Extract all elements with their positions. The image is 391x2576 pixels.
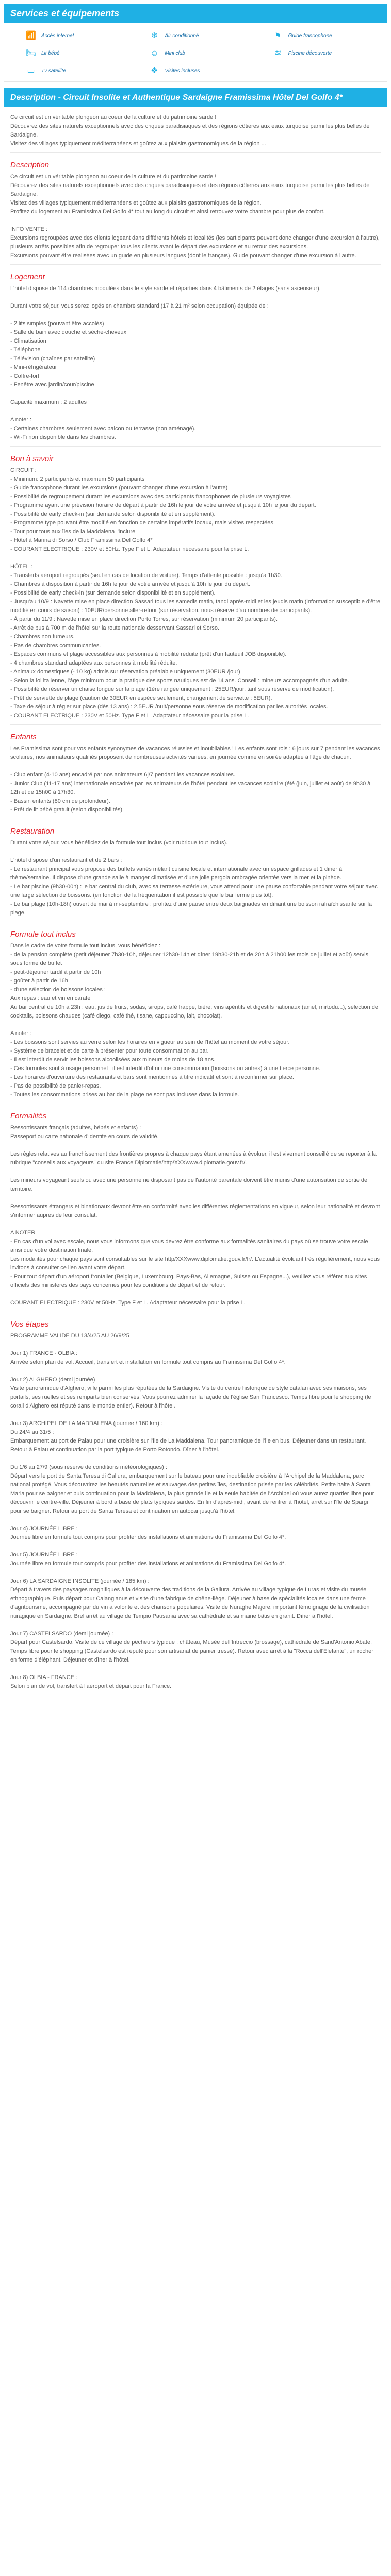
section-line: - Transferts aéroport regroupés (seul en cas de location de voiture). Temps d'attente possible : jusqu'à 1h30. [10, 572, 282, 579]
visits-icon: ❖ [151, 66, 158, 75]
service-item [257, 28, 381, 43]
section-title: Restauration [10, 827, 55, 836]
section-line: A noter : [10, 417, 31, 423]
section-line: - Possibilité de early check-in (sur demande selon disponibilité et en supplément). [10, 511, 216, 517]
section-line: - Téléphone [10, 347, 41, 353]
section-line: Durant votre séjour, vous serez logés en chambre standard (17 à 21 m² selon occupation) équipée de : [10, 303, 269, 309]
section-title: Description [10, 161, 50, 170]
section-line: Excursions regroupées avec des clients logeant dans différents hôtels et localités (les participants peuvent donc changer d'une excursion à l'autre), plusieurs arrêts possibles afin de regrouper tous les clients avant le départ des excursions et au retour des excursions. [10, 235, 381, 250]
section-line: - Toutes les consommations prises au bar de la plage ne sont pas incluses dans la formule. [10, 1092, 239, 1098]
blank-line [10, 1341, 381, 1349]
blank-line [10, 1516, 381, 1524]
pool-icon: ≋ [274, 48, 282, 58]
service-item [134, 28, 257, 43]
service-item [134, 63, 257, 78]
kids-club-icon: ☺ [150, 48, 159, 58]
section-line: - Prêt de lit bébé gratuit (selon disponibilités). [10, 807, 124, 813]
section-line: Aux repas : eau et vin en carafe [10, 995, 91, 1002]
intro-line: Découvrez des sites naturels exceptionnels avec des criques paradisiaques et des régions côtières aux eaux turquoise parmi les plus belles de Sardaigne. [10, 123, 371, 138]
section-line: - Espaces communs et plage accessibles aux personnes à mobilité réduite (prêt d'un fauteuil JOB disponible). [10, 651, 287, 657]
services-banner: Services et équipements [4, 4, 387, 23]
section-line: - Animaux domestiques (- 10 kg) admis sur réservation préalable uniquement (30EUR /jour) [10, 669, 240, 675]
section-line: L'hôtel dispose d'un restaurant et de 2 bars : [10, 857, 122, 863]
section-line: Jour 1) FRANCE - OLBIA : [10, 1350, 78, 1357]
section-line: Capacité maximum : 2 adultes [10, 399, 87, 405]
section-body [10, 744, 381, 815]
section-body [10, 839, 381, 918]
blank-line [10, 407, 381, 416]
section-line: - Programme ayant une prévision horaire de départ à partir de 16h le jour de votre arrivée et jusqu'à 10h le jour du départ. [10, 502, 316, 509]
section-line: - Minimum: 2 participants et maximum 50 participants [10, 476, 145, 482]
section-line: Profitez du logement au Framissima Del Golfo 4* tout au long du circuit et ainsi retrouvez votre chambre pour plus de confort. [10, 209, 325, 215]
section-line: Départ pour Castelsardo. Visite de ce village de pêcheurs typique : château, Musée dell'Intreccio (brossage), cathédrale de Sand'Antonio Abate. Temps libre pour le shopping (Castelsardo est réputé pour son artisanat de panier tressé). Retour avec arrêt à la "Rocca dell'Elefante", un rocher en forme d'éléphant. Déjeuner et dîner à l'hôtel. [10, 1639, 375, 1663]
section-line: - Ces formules sont à usage personnel : il est interdit d'offrir une consommation (boissons ou autres) à une tierce personne. [10, 1065, 321, 1072]
section-line: - Pas de chambres communicantes. [10, 642, 101, 649]
section-line: Les modalités pour chaque pays sont consultables sur le site http/XXXwww.diplomatie.gouv.fr/fr/. L'actualité évoluant très régulièrement, nous vous invitons à consulter ce lien avant votre départ. [10, 1256, 382, 1271]
section-line: PROGRAMME VALIDE DU 13/4/25 AU 26/9/25 [10, 1333, 129, 1339]
section-line: Passeport ou carte nationale d'identité en cours de validité. [10, 1133, 159, 1140]
section-line: - Le bar plage (10h-18h) ouvert de mai à mi-septembre : profitez d'une pause entre deux baignades en dînant une boisson rafraîchissante sur la plage. [10, 901, 374, 916]
service-label: Guide francophone [288, 32, 332, 39]
section-line: - de la pension complète (petit déjeuner 7h30-10h, déjeuner 12h30-14h et dîner 19h30-21h et de 20h à 21h00 les mois de juillet et août) servis sous forme de buffet [10, 952, 370, 967]
section-line: - goûter à partir de 16h [10, 978, 68, 984]
baby-bed-icon: 🛏 [25, 48, 37, 58]
section-line: INFO VENTE : [10, 226, 48, 232]
section-line: HÔTEL : [10, 564, 32, 570]
service-item [10, 63, 134, 78]
intro-line: Visitez des villages typiquement méditerranéens et goûtez aux plaisirs gastronomiques de la région ... [10, 141, 266, 147]
service-label: Tv satellite [41, 67, 66, 74]
section-line: Les Framissima sont pour vos enfants synonymes de vacances réussies et inoubliables ! Les enfants sont rois : 6 jours sur 7 pendant les vacances scolaires, nos animateurs qualifiés proposent de nombreuses activités variées, en journée comme en soirée adaptée à l'âge de chacun. [10, 745, 382, 760]
wifi-icon: 📶 [26, 31, 36, 40]
section-line: Visite panoramique d'Alghero, ville parmi les plus réputées de la Sardaigne. Visite du centre historique de style catalan avec ses maisons, ses portails, ses ruelles et ses remparts bien conservés. Vous pourrez admirer la façade de l'église San Francesco. Temps libre pour le shopping (le corail d'Alghero est réputé dans le monde entier). Retour à l'hôtel. [10, 1385, 373, 1409]
snowflake-icon: ❄ [151, 31, 158, 40]
section-line: - Pas de possibilité de panier-repas. [10, 1083, 101, 1089]
section-line: Journée libre en formule tout compris pour profiter des installations et animations du Framissima Del Golfo 4*. [10, 1534, 286, 1540]
description-banner: Description - Circuit Insolite et Authentique Sardaigne Framissima Hôtel Del Golfo 4* [4, 88, 387, 107]
section-line: - Taxe de séjour à régler sur place (dès 13 ans) : 2,5EUR /nuit/personne sous réserve de modification par les autorités locales. [10, 704, 328, 710]
blank-line [10, 1454, 381, 1463]
section-line: - Wi-Fi non disponible dans les chambres. [10, 434, 116, 440]
section-line: Ressortissants français (adultes, bébés et enfants) : [10, 1125, 141, 1131]
section-line: Au bar central de 10h à 23h : eau, jus de fruits, sodas, sirops, café frappé, bière, vins apéritifs et digestifs nationaux (amel, mirtodu...), sélection de cocktails, boissons chaudes (café diego, café thé, tisane, cappuccino, lait, chocolat). [10, 1004, 380, 1019]
blank-line [10, 1621, 381, 1630]
section-body [10, 1124, 381, 1308]
section-line: - Programme type pouvant être modifié en fonction de certains impératifs locaux, mais visites respectées [10, 520, 273, 526]
section-line: - Possibilité de réserver un chaise longue sur la plage (1ère rangée uniquement : 25EUR/jour, tarif sous réserve de modification). [10, 686, 334, 692]
blank-line [10, 1220, 381, 1229]
section-line: Du 24/4 au 31/5 : [10, 1429, 54, 1435]
section-line: Jour 8) OLBIA - FRANCE : [10, 1674, 78, 1681]
blank-line [10, 1021, 381, 1029]
section-line: Jour 4) JOURNÉE LIBRE : [10, 1526, 78, 1532]
section-line: Jour 6) LA SARDAIGNE INSOLITE (journée / 185 km) : [10, 1578, 150, 1584]
product-page [0, 4, 391, 1701]
section-line: - Il est interdit de servir les boissons alcoolisées aux mineurs de moins de 18 ans. [10, 1057, 216, 1063]
section-line: - Arrêt de bus à 700 m de l'hôtel sur la route nationale desservant Sassari et Sorso. [10, 625, 220, 631]
sections-container [10, 152, 381, 1691]
section-line: Jour 5) JOURNÉE LIBRE : [10, 1552, 78, 1558]
section-line: - Système de bracelet et de carte à présenter pour toute consommation au bar. [10, 1048, 209, 1054]
section-line: - Certaines chambres seulement avec balcon ou terrasse (non aménagé). [10, 426, 196, 432]
section-line: Arrivée selon plan de vol. Accueil, transfert et installation en formule tout compris au Framissima Del Golfo 4*. [10, 1359, 286, 1365]
section-line: - Possibilité de regroupement durant les excursions avec des participants francophones de plusieurs voyagistes [10, 494, 291, 500]
section-line: Excursions pouvant être réalisées avec un guide en plusieurs langues (dont le français). Guide pouvant changer d'une excursion à l'autre. [10, 252, 356, 259]
section-line: Les règles relatives au franchissement des frontières propres à chaque pays étant amenées à évoluer, il est vivement conseillé de se reporter à la rubrique "conseils aux voyageurs" du site France Diplomatie/http/XXXwww.diplomatie.gouv.fr/. [10, 1151, 378, 1166]
section-line: Selon plan de vol, transfert à l'aéroport et départ pour la France. [10, 1683, 172, 1689]
section-line: - Jusqu'au 10/9 : Navette mise en place direction Sassari tous les samedis matin, tandi après-midi et les jeudis matin (information susceptible d'être modifié en cours de saison) : 10EUR/personne aller-retour (sur réservation, nous réserve d'au nombres de participants). [10, 599, 382, 614]
section-line: A noter : [10, 1030, 31, 1037]
section-line: - Chambres à disposition à partir de 16h le jour de votre arrivée et jusqu'à 10h le jour du départ. [10, 581, 250, 587]
blank-line [10, 1194, 381, 1202]
description-content [4, 113, 387, 1691]
tv-icon: ▭ [27, 66, 35, 75]
section-title: Vos étapes [10, 1320, 49, 1329]
section-line: - Chambres non fumeurs. [10, 634, 75, 640]
section-body [10, 284, 381, 442]
service-item [134, 45, 257, 61]
intro-text [10, 113, 381, 148]
section-title: Logement [10, 273, 45, 281]
section-line: - Salle de bain avec douche et sèche-cheveux [10, 329, 127, 335]
section-body [10, 466, 381, 720]
section-body [10, 1332, 381, 1691]
section-title: Formule tout inclus [10, 930, 76, 939]
section-line: Départ à travers des paysages magnifiques à la découverte des traditions de la Gallura. Arrivée au village typique de Luras et visite du musée ethnographique. Puis départ pour Calangianus et visite d'une fabrique de chêne-liège. Déjeuner à base de spécialités locales dans une ferme d'agritourisme, accompagné par du vin à volonté et des chansons populaires. Visite de Nuraghe Majore, important témoignage de la civilisation nuragique en Sardaigne. Bref arrêt au village de Tempio Pausania avec sa cathédrale et sa mairie bâtis en granit. Dîner à l'hôtel. [10, 1587, 371, 1619]
section-line: Durant votre séjour, vous bénéficiez de la formule tout inclus (voir rubrique tout inclus). [10, 840, 228, 846]
blank-line [10, 1141, 381, 1150]
blank-line [10, 1665, 381, 1673]
section-line: - Junior Club (11-17 ans) internationale encadrés par les animateurs de l'hôtel pendant les vacances scolaire (été (juin, juillet et août) de 9h30 à 12h et de 15h00 à 17h30. [10, 781, 372, 795]
section-divider [10, 724, 381, 725]
section-title: Bon à savoir [10, 454, 54, 463]
blank-line [10, 1290, 381, 1299]
section-line: Du 1/6 au 27/9 (sous réserve de conditions météorologiques) : [10, 1464, 167, 1470]
section-line: Départ vers le port de Santa Teresa di Gallura, embarquement sur le bateau pour une inoubliable croisière à l'Archipel de la Maddalena, parc national protégé. Vous découvrirez les beautés naturelles et sauvages des petites îles, destination prisée par les célébrités. Petite halte à Santa Maria pour se baigner et puis continuation pour la Maddalena, la plus grande île et la seule habitée de l'Archipel où vous aurez quartier libre pour découvrir le centre-ville. Déjeuner à bord à base de plats typiques sardes. En fin d'après-midi, avant de rentrer à l'hôtel, arrêt sur l'île de Spargi pour se baigner. Retour au port de Santa Teresa et continuation en autocar jusqu'à l'hôtel. [10, 1473, 376, 1514]
section-line: - 4 chambres standard adaptées aux personnes à mobilité réduite. [10, 660, 177, 666]
section-line: Jour 7) CASTELSARDO (demi journée) : [10, 1631, 113, 1637]
blank-line [10, 554, 381, 563]
section-divider [10, 152, 381, 153]
blank-line [10, 216, 381, 225]
blank-line [10, 762, 381, 771]
section-line: - Climatisation [10, 338, 46, 344]
section-line: - d'une sélection de boissons locales : [10, 987, 106, 993]
service-item [257, 45, 381, 61]
section-line: - Prêt de serviette de plage (caution de 30EUR en espèce seulement, changement de serviette : 5EUR). [10, 695, 272, 701]
section-line: - En cas d'un vol avec escale, nous vous informons que vous devrez être conforme aux formalités sanitaires du pays où se trouve votre escale ainsi que votre destination finale. [10, 1239, 370, 1253]
section-line: - À partir du 11/9 : Navette mise en place direction Porto Torres, sur réservation (minimum 20 participants). [10, 616, 278, 622]
section-line: - Club enfant (4-10 ans) encadré par nos animateurs 6j/7 pendant les vacances scolaires. [10, 772, 235, 778]
section-line: Visitez des villages typiquement méditerranéens et goûtez aux plaisirs gastronomiques de la région. [10, 200, 262, 206]
section-line: Ressortissants étrangers et binationaux devront être en conformité avec les différentes réglementations en vigueur, selon leur nationalité et devront s'informer auprès de leur consulat. [10, 1204, 382, 1218]
section-line: - Télévision (chaînes par satellite) [10, 355, 95, 362]
section-title: Enfants [10, 733, 37, 741]
section-line: CIRCUIT : [10, 467, 37, 473]
section-line: - 2 lits simples (pouvant être accolés) [10, 320, 104, 327]
services-grid [4, 23, 387, 82]
section-line: - Pour tout départ d'un aéroport frontalier (Belgique, Luxembourg, Pays-Bas, Allemagne, Suisse ou Espagne...), veuillez vous référer aux sites officiels des ministères des pays concernés pour les conditions de départ et de retour. [10, 1274, 369, 1289]
blank-line [10, 1542, 381, 1551]
section-line: Jour 3) ARCHIPEL DE LA MADDALENA (journée / 160 km) : [10, 1420, 162, 1427]
section-line: - Coffre-fort [10, 373, 40, 379]
section-line: - Mini-réfrigérateur [10, 364, 57, 370]
blank-line [10, 389, 381, 398]
section-line: Jour 2) ALGHERO (demi journée) [10, 1377, 95, 1383]
section-body [10, 942, 381, 1099]
blank-line [10, 1167, 381, 1176]
service-item [10, 45, 134, 61]
service-item [10, 28, 134, 43]
section-body [10, 173, 381, 260]
section-title: Formalités [10, 1112, 47, 1121]
section-line: Dans le cadre de votre formule tout inclus, vous bénéficiez : [10, 943, 161, 949]
blank-line [10, 293, 381, 302]
blank-line [10, 848, 381, 856]
section-line: Découvrez des sites naturels exceptionnels avec des criques paradisiaques et des régions côtières aux eaux turquoise parmi les plus belles de Sardaigne. [10, 182, 371, 197]
section-line: - Les horaires d'ouverture des restaurants et bars sont mentionnés à titre indicatif et sont à reconfirmer sur place. [10, 1074, 294, 1080]
service-label: Accès internet [41, 32, 74, 39]
service-label: Air conditionné [165, 32, 199, 39]
section-line: - Le bar piscine (9h30-00h) : le bar central du club, avec sa terrasse extérieure, vous attend pour une pause confortable pendant votre séjour avec une large sélection de boissons. (en fonction de la fréquentation il est possible que le bar ferme plus tôt). [10, 884, 379, 899]
section-line: - Selon la loi italienne, l'âge minimum pour la pratique des sports nautiques est de 14 ans. Conseil : mineurs accompagnés d'un adulte. [10, 677, 349, 684]
section-divider [10, 264, 381, 265]
section-line: Ce circuit est un véritable plongeon au coeur de la culture et du patrimoine sarde ! [10, 174, 217, 180]
section-line: - COURANT ELECTRIQUE : 230V et 50Hz. Type F et L. Adaptateur nécessaire pour la prise L. [10, 713, 249, 719]
french-flag-icon: ⚑ [274, 31, 281, 40]
blank-line [10, 311, 381, 319]
section-line: Les mineurs voyageant seuls ou avec une personne ne disposant pas de l'autorité parentale doivent être munis d'une autorisation de sortie de territoire. [10, 1177, 369, 1192]
section-line: - Possibilité de early check-in (sur demande selon disponibilité et en supplément). [10, 590, 216, 596]
section-line: - petit-déjeuner tardif à partir de 10h [10, 969, 101, 975]
service-label: Visites incluses [165, 67, 200, 74]
section-line: - COURANT ELECTRIQUE : 230V et 50Hz. Type F et L. Adaptateur nécessaire pour la prise L. [10, 546, 249, 552]
section-line: - Fenêtre avec jardin/cour/piscine [10, 382, 94, 388]
service-label: Piscine découverte [288, 50, 332, 56]
section-line: - Les boissons sont servies au verre selon les horaires en vigueur au sein de l'hôtel au moment de votre séjour. [10, 1039, 290, 1045]
blank-line [10, 1568, 381, 1577]
section-line: L'hôtel dispose de 114 chambres modulées dans le style sarde et réparties dans 4 bâtiments de 2 étages (sans ascenseur). [10, 285, 321, 292]
section-line: - Hôtel à Marina di Sorso / Club Framissima Del Golfo 4* [10, 537, 153, 544]
blank-line [10, 1411, 381, 1419]
service-label: Lit bébé [41, 50, 60, 56]
section-line: Embarquement au port de Palau pour une croisière sur l'île de La Maddalena. Tour panoramique de l'île en bus. Déjeuner dans un restaurant. Retour à Palau et continuation par la port typique de Porto Rotondo. Dîner à l'hôtel. [10, 1438, 368, 1453]
section-line: COURANT ELECTRIQUE : 230V et 50Hz. Type F et L. Adaptateur nécessaire pour la prise L. [10, 1300, 246, 1306]
section-line: Journée libre en formule tout compris pour profiter des installations et animations du Framissima Del Golfo 4*. [10, 1561, 286, 1567]
section-line: - Bassin enfants (80 cm de profondeur). [10, 798, 110, 804]
section-line: - Guide francophone durant les excursions (pouvant changer d'une excursion à l'autre) [10, 485, 228, 491]
section-line: - Tour pour tous aux îles de la Maddalena l'inclure [10, 529, 136, 535]
service-label: Mini club [165, 50, 185, 56]
section-line: - Le restaurant principal vous propose des buffets variés mêlant cuisine locale et internationale avec un espace grillades et 1 dîner à thème/semaine. Il dispose d'une grande salle à manger climatisée et d'une jolie pergola ombragée orientée vers la mer et la pinède. [10, 866, 344, 881]
intro-line: Ce circuit est un véritable plongeon au coeur de la culture et du patrimoine sarde ! [10, 114, 217, 121]
blank-line [10, 1367, 381, 1376]
section-divider [10, 446, 381, 447]
section-line: A NOTER [10, 1230, 36, 1236]
